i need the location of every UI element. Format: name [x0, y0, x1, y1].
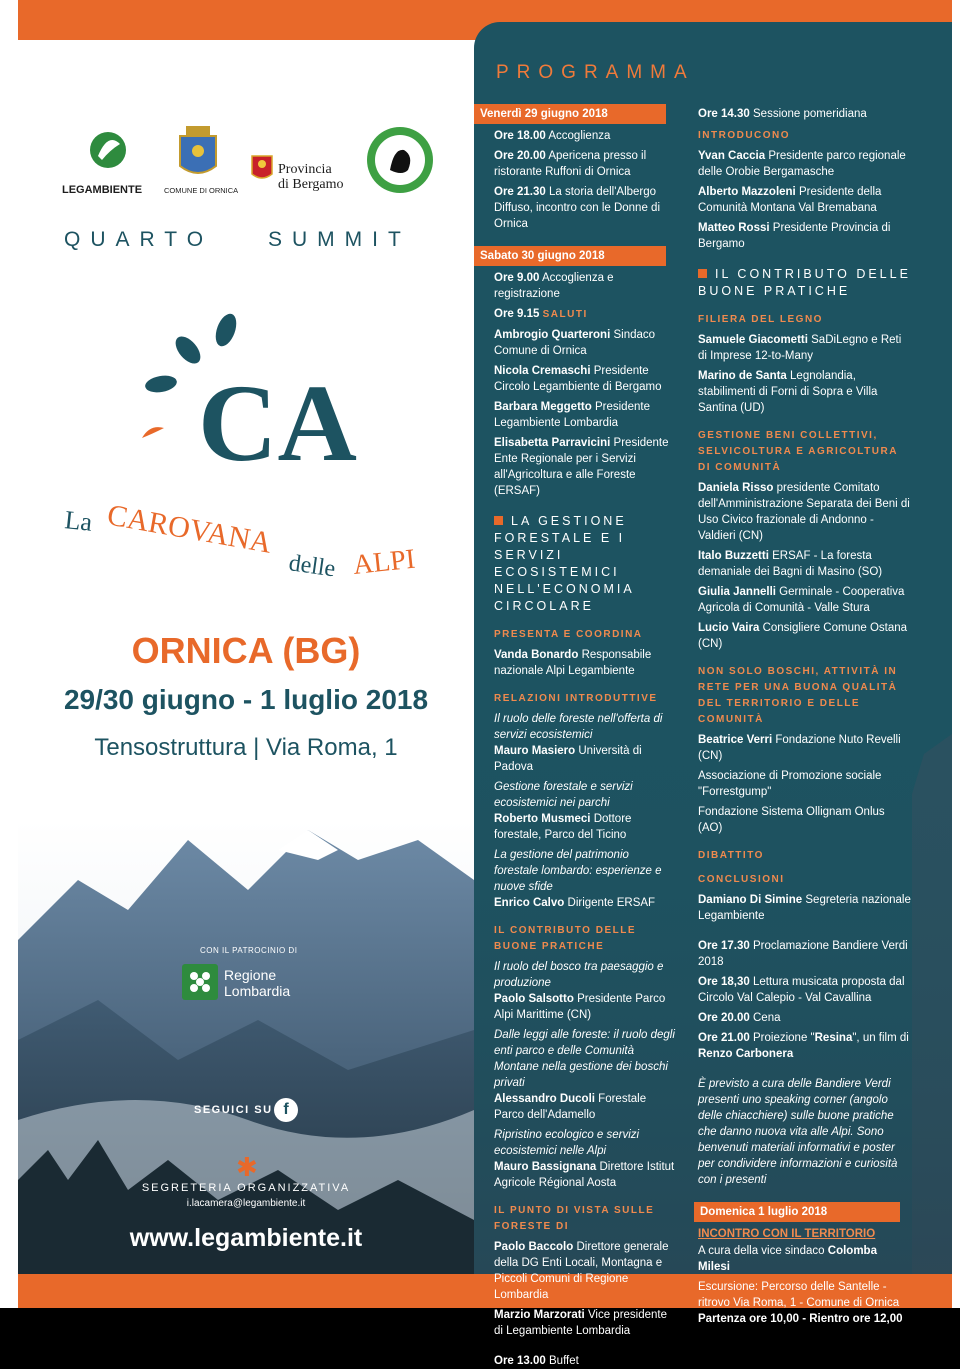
conclusioni-item: Damiano Di Simine Segreteria nazionale Legambiente — [698, 894, 911, 922]
carovana-wordmark — [63, 498, 416, 582]
evening-item-1: Ore 17.30 Proclamazione Bandiere Verdi 2018 — [698, 940, 908, 968]
programma-title: PROGRAMMA — [496, 62, 695, 83]
filiera-2: Marino de Santa Legnolandia, stabilimenti di Forni di Sopra e Villa Santina (UD) — [698, 370, 878, 414]
day-friday: Venerdì 29 giugno 2018 — [474, 104, 666, 124]
cura-vice-sindaco: A cura della vice sindaco Colomba Milesi — [698, 1245, 877, 1273]
regione-lombardia-logo — [182, 962, 322, 1007]
relazioni-heading: RELAZIONI INTRODUTTIVE — [494, 693, 658, 704]
beni-4: Lucio Vaira Consigliere Comune Ostana (CN) — [698, 622, 908, 650]
word-alpi: ALPI — [351, 543, 417, 581]
partner-logos — [58, 120, 458, 200]
summit-label: SUMMIT — [268, 228, 411, 251]
comune-label: COMUNE DI ORNICA — [164, 186, 239, 195]
saluto-2: Nicola Cremaschi Presidente Circolo Legambiente di Bergamo — [494, 365, 662, 393]
event-dates: 29/30 giugno - 1 luglio 2018 — [63, 684, 429, 715]
conclusioni-heading: CONCLUSIONI — [698, 874, 785, 885]
event-place: ORNICA (BG) — [131, 630, 361, 671]
evening-item-3: Ore 20.00 Cena — [698, 1012, 781, 1024]
presenta-item: Vanda Bonardo Responsabile nazionale Alpi Legambiente — [494, 649, 652, 677]
day-sunday: Domenica 1 luglio 2018 — [694, 1202, 900, 1222]
saluto-1: Ambrogio Quarteroni Sindaco Comune di Ornica — [494, 329, 656, 357]
beni-1: Daniela Risso presidente Comitato dell'Amministrazione Separata dei Beni di Uso Civico frazionale di Andonno - Valdieri (CN) — [698, 482, 910, 542]
incontro-territorio: INCONTRO CON IL TERRITORIO — [698, 1228, 876, 1240]
parco-orobie-logo — [367, 127, 433, 193]
intro-1: Yvan Caccia Presidente parco regionale delle Orobie Bergamasche — [698, 150, 906, 178]
nonsolo-3: Fondazione Sistema Ollignam Onlus (AO) — [698, 806, 885, 834]
word-la: La — [63, 505, 94, 537]
orange-square-icon — [494, 516, 503, 525]
legambiente-label: LEGAMBIENTE — [62, 184, 143, 196]
segreteria-email[interactable]: i.lacamera@legambiente.it — [186, 1198, 306, 1209]
word-delle: delle — [287, 550, 337, 583]
friday-item-2: Ore 20.00 Apericena presso il ristorante Ruffoni di Ornica — [494, 150, 647, 178]
saluto-4: Elisabetta Parravicini Presidente Ente Regionale per i Servizi all'Agricoltura e alle Foreste (ERSAF) — [494, 437, 669, 497]
relazione-2: Gestione forestale e servizi ecosistemici nei parchi Roberto Musmeci Dottore forestale, Parco del Ticino — [494, 781, 633, 841]
non-solo-boschi-heading: NON SOLO BOSCHI, ATTIVITÀ IN RETE PER UNA BUONA QUALITÀ DEL TERRITORIO E DELLE COMUNITÀ — [698, 666, 898, 725]
carovana-logo — [58, 292, 438, 592]
relazione-1: Il ruolo delle foreste nell'offerta di servizi ecosistemici Mauro Masiero Università di Padova — [494, 713, 663, 773]
escursione-item: Escursione: Percorso delle Santelle - ritrovo Via Roma, 1 - Comune di Ornica — [698, 1281, 900, 1309]
evening-item-4: Ore 21.00 Proiezione "Resina", un film di Renzo Carbonera — [698, 1032, 909, 1060]
beni-3: Giulia Jannelli Germinale - Cooperativa Agricola di Comunità - Valle Stura — [698, 586, 905, 614]
evening-item-2: Ore 18,30 Lettura musicata proposta dal Circolo Val Calepio - Val Cavallina — [698, 976, 905, 1004]
orange-ray — [142, 427, 164, 438]
beni-collettivi-heading: GESTIONE BENI COLLETTIVI, SELVICOLTURA E AGRICOLTURA DI COMUNITÀ — [698, 430, 898, 473]
partenza-item: Partenza ore 10,00 - Rientro ore 12,00 — [698, 1313, 903, 1325]
nonsolo-1: Beatrice Verri Fondazione Nuto Revelli (CN) — [698, 734, 901, 762]
programma-column-2 — [698, 104, 912, 1327]
punto-2: Marzio Marzorati Vice presidente di Legambiente Lombardia — [494, 1309, 668, 1337]
word-carovana: CAROVANA — [104, 498, 275, 560]
legambiente-logo — [62, 132, 142, 196]
filiera-1: Samuele Giacometti SaDiLegno e Reti di Imprese 12-to-Many — [698, 334, 902, 362]
day-saturday: Sabato 30 giugno 2018 — [474, 246, 666, 266]
contributo-2: Dalle leggi alle foreste: il ruolo degli enti parco e delle Comunità Montane nella gestione dei boschi privati Alessandro Ducoli Forestale Parco dell'Adamello — [494, 1029, 675, 1121]
event-venue: Tensostruttura | Via Roma, 1 — [94, 734, 398, 761]
orange-square-icon — [698, 269, 707, 278]
speaking-corner-note: È previsto a cura delle Bandiere Verdi presenti uno speaking corner (angolo delle chiacchiere) sulle buone pratiche che danno nuova vita alle Alpi. Sono benvenuti materiali informativi e poster per condividere informazioni e curiosità con i presenti — [698, 1078, 898, 1186]
pomeriggio-item: Ore 14.30 Sessione pomeridiana — [698, 108, 867, 120]
saturday-item-1: Ore 9.00 Accoglienza e registrazione — [494, 272, 614, 300]
contributo-heading: IL CONTRIBUTO DELLE BUONE PRATICHE — [494, 925, 637, 952]
seguici-label: SEGUICI SU — [194, 1104, 273, 1116]
regione-line2: Lombardia — [224, 983, 291, 999]
left-panel — [18, 40, 474, 1274]
introducono-heading: INTRODUCONO — [698, 130, 791, 141]
provincia-bergamo-logo — [252, 156, 343, 192]
intro-2: Alberto Mazzoleni Presidente della Comunità Montana Val Bremabana — [698, 186, 882, 214]
asterisk-icon: ✱ — [236, 1152, 258, 1182]
comune-ornica-logo — [164, 126, 238, 195]
section-gestione-forestale: LA GESTIONE FORESTALE E I SERVIZI ECOSISTEMICI NELL'ECONOMIA CIRCOLARE — [494, 514, 635, 613]
segreteria-label: SEGRETERIA ORGANIZZATIVA — [141, 1182, 351, 1194]
ca-monogram: CA — [198, 362, 357, 484]
filiera-heading: FILIERA DEL LEGNO — [698, 314, 823, 325]
website-link[interactable]: www.legambiente.it — [129, 1224, 363, 1252]
saturday-item-2: Ore 9.15 SALUTI — [494, 308, 588, 320]
regione-mark — [182, 962, 322, 1002]
presenta-heading: PRESENTA E COORDINA — [494, 629, 643, 640]
provincia-line2: di Bergamo — [278, 177, 344, 192]
regione-line1: Regione — [224, 967, 277, 983]
beni-2: Italo Buzzetti ERSAF - La foresta demaniale dei Bagni di Masino (SO) — [698, 550, 883, 578]
provincia-line1: Provincia — [278, 162, 332, 177]
programma-panel — [474, 22, 952, 1367]
punto-1: Paolo Baccolo Direttore generale della DG Enti Locali, Montagna e Piccoli Comuni di Regione Lombardia — [494, 1241, 669, 1301]
quarto-label: QUARTO — [64, 228, 214, 251]
facebook-icon[interactable]: f — [274, 1098, 298, 1122]
dibattito-heading: DIBATTITO — [698, 850, 764, 861]
logo-row — [58, 120, 458, 200]
relazione-3: La gestione del patrimonio forestale lombardo: esperienze e nuove sfide Enrico Calvo Dirigente ERSAF — [494, 849, 662, 909]
nonsolo-2: Associazione di Promozione sociale "Forrestgump" — [698, 770, 882, 798]
buffet-item: Ore 13.00 Buffet — [494, 1355, 579, 1367]
programma-column-1 — [480, 104, 676, 1369]
contributo-1: Il ruolo del bosco tra paesaggio e produzione Paolo Salsotto Presidente Parco Alpi Marittime (CN) — [494, 961, 666, 1021]
intro-3: Matteo Rossi Presidente Provincia di Bergamo — [698, 222, 891, 250]
section-buone-pratiche: IL CONTRIBUTO DELLE BUONE PRATICHE — [698, 267, 911, 298]
contributo-3: Ripristino ecologico e servizi ecosistemici nelle Alpi Mauro Bassignana Direttore Istitut Agricole Régional Aosta — [494, 1129, 675, 1189]
punto-di-vista-heading: IL PUNTO DI VISTA SULLE FORESTE DI — [494, 1205, 655, 1232]
saluto-3: Barbara Meggetto Presidente Legambiente Lombardia — [494, 401, 650, 429]
patronato-label: CON IL PATROCINIO DI — [200, 946, 298, 955]
friday-item-3: Ore 21.30 La storia dell'Albergo Diffuso, incontro con le Donne di Ornica — [494, 186, 660, 230]
friday-item-1: Ore 18.00 Accoglienza — [494, 130, 611, 142]
